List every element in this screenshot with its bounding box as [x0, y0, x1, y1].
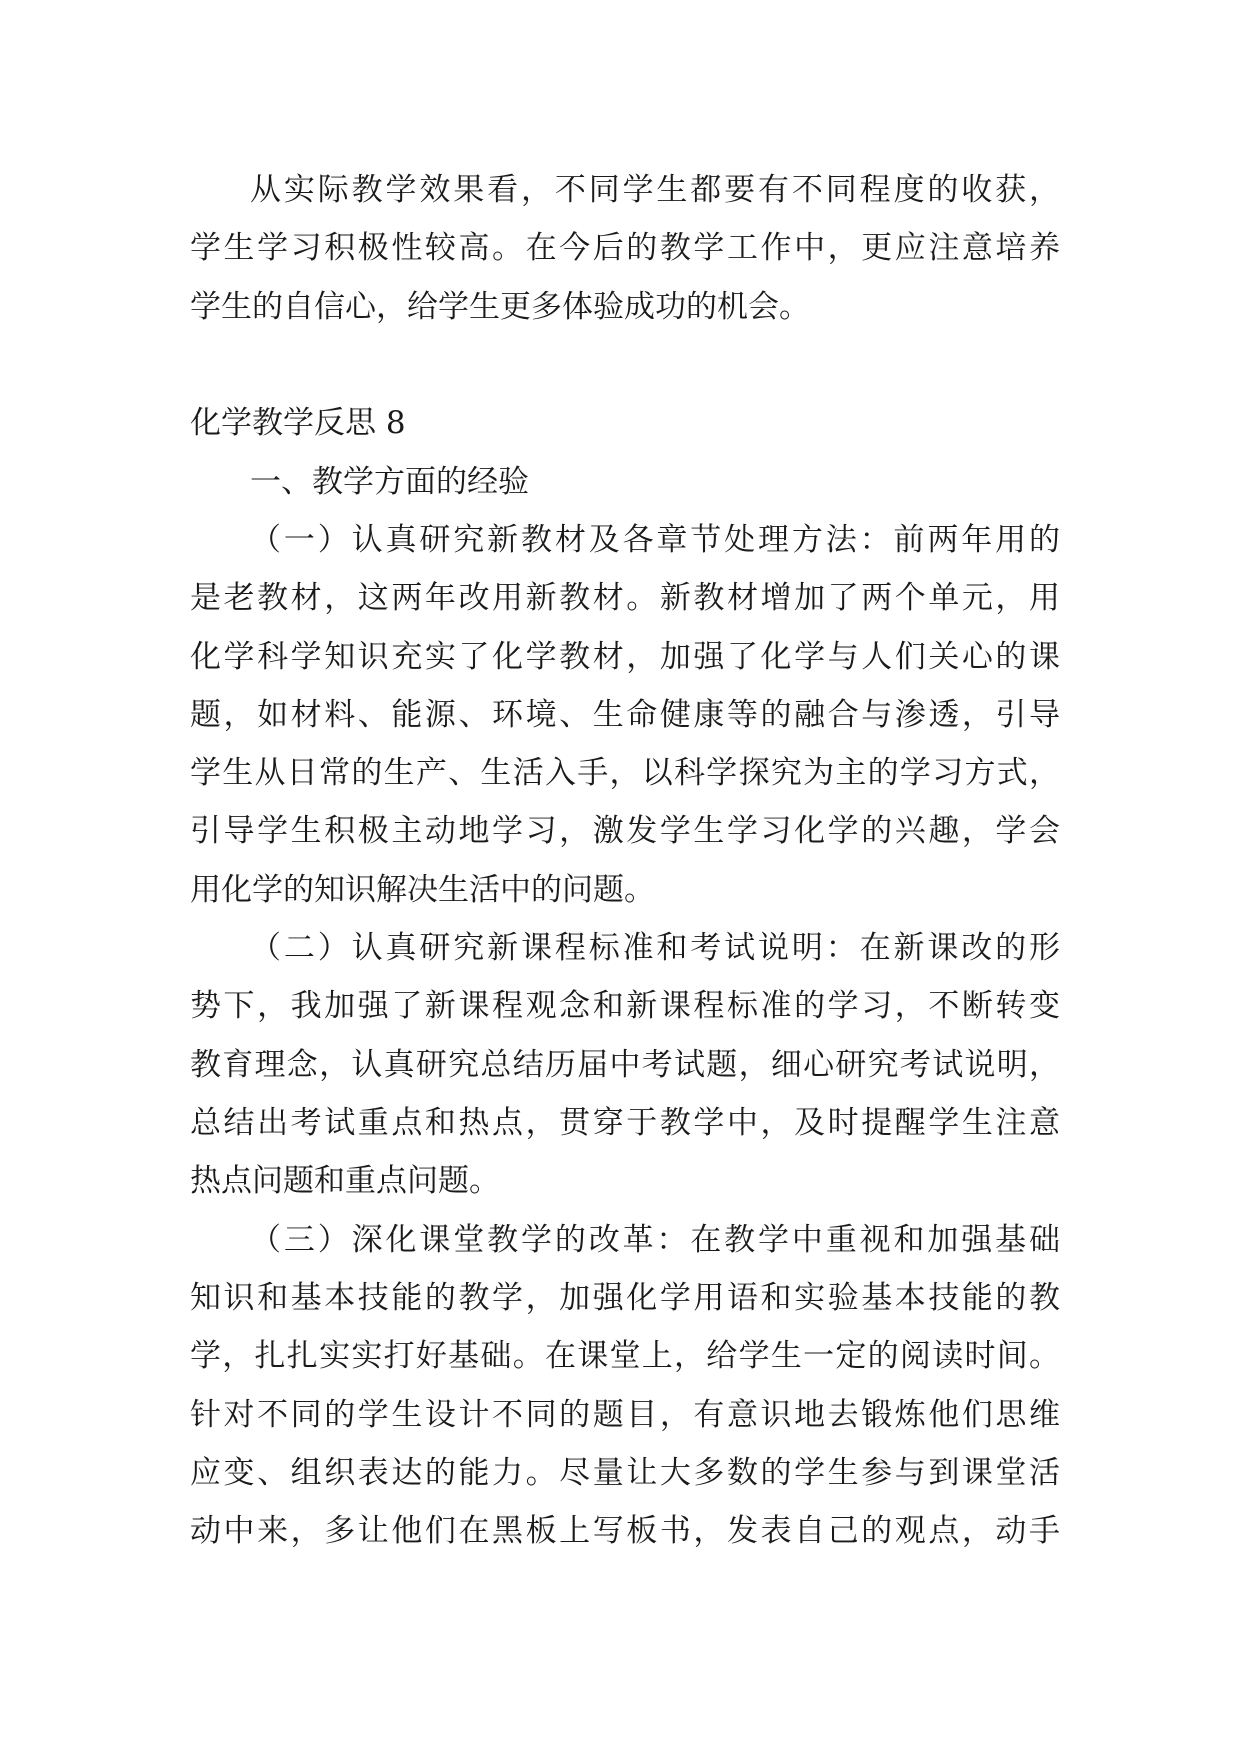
intro-line-3: 学生的自信心，给学生更多体验成功的机会。 [190, 289, 810, 325]
paragraph-3-line-3: 学，扎扎实实打好基础。在课堂上，给学生一定的阅读时间。 [190, 1338, 1060, 1374]
paragraph-2-line-4: 总结出考试重点和热点，贯穿于教学中，及时提醒学生注意 [190, 1105, 1060, 1141]
paragraph-1-line-1: （一）认真研究新教材及各章节处理方法：前两年用的 [250, 522, 1060, 558]
paragraph-3-line-4: 针对不同的学生设计不同的题目，有意识地去锻炼他们思维 [190, 1397, 1060, 1433]
paragraph-3-line-2: 知识和基本技能的教学，加强化学用语和实验基本技能的教 [190, 1280, 1060, 1316]
paragraph-2-line-5: 热点问题和重点问题。 [190, 1163, 500, 1199]
paragraph-1-line-2: 是老教材，这两年改用新教材。新教材增加了两个单元，用 [190, 580, 1060, 616]
paragraph-3-line-6: 动中来，多让他们在黑板上写板书，发表自己的观点，动手 [190, 1513, 1060, 1549]
paragraph-1-line-3: 化学科学知识充实了化学教材，加强了化学与人们关心的课 [190, 639, 1060, 675]
paragraph-2-line-3: 教育理念，认真研究总结历届中考试题，细心研究考试说明， [190, 1047, 1060, 1083]
paragraph-1-line-7: 用化学的知识解决生活中的问题。 [190, 872, 655, 908]
paragraph-1-line-4: 题，如材料、能源、环境、生命健康等的融合与渗透，引导 [190, 697, 1060, 733]
paragraph-3-line-5: 应变、组织表达的能力。尽量让大多数的学生参与到课堂活 [190, 1455, 1060, 1491]
intro-line-2: 学生学习积极性较高。在今后的教学工作中，更应注意培养 [190, 230, 1060, 266]
paragraph-1-line-6: 引导学生积极主动地学习，激发学生学习化学的兴趣，学会 [190, 813, 1060, 849]
paragraph-2-line-2: 势下，我加强了新课程观念和新课程标准的学习，不断转变 [190, 988, 1060, 1024]
intro-line-1: 从实际教学效果看，不同学生都要有不同程度的收获， [250, 172, 1060, 208]
paragraph-3-line-1: （三）深化课堂教学的改革：在教学中重视和加强基础 [250, 1222, 1060, 1258]
paragraph-1-line-5: 学生从日常的生产、生活入手，以科学探究为主的学习方式， [190, 755, 1060, 791]
section-title: 化学教学反思 8 [190, 405, 406, 441]
subsection-title: 一、教学方面的经验 [250, 464, 529, 500]
paragraph-2-line-1: （二）认真研究新课程标准和考试说明：在新课改的形 [250, 930, 1060, 966]
